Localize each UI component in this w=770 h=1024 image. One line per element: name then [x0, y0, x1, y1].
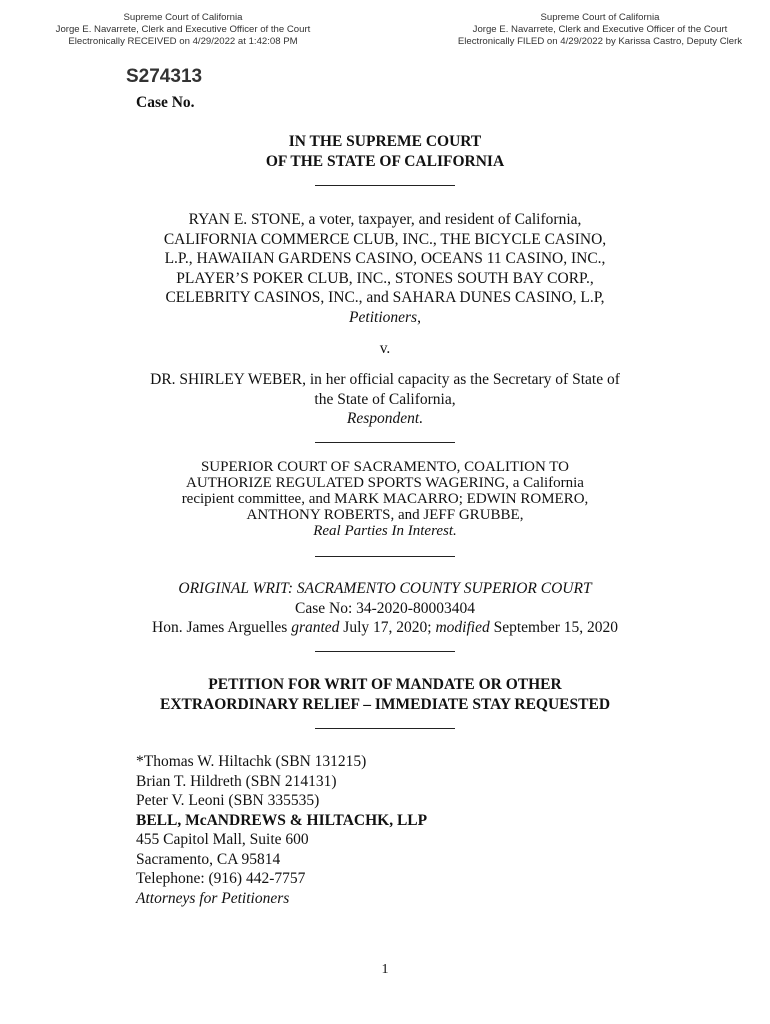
divider: [80, 442, 690, 443]
petitioners-role: Petitioners: [349, 308, 418, 326]
petition-title-line-1: PETITION FOR WRIT OF MANDATE OR OTHER: [208, 676, 562, 693]
court-line-1: IN THE SUPREME COURT: [288, 133, 482, 150]
petitioners-line: RYAN E. STONE, a voter, taxpayer, and resident of California,: [188, 211, 582, 228]
respondent-line-2: the State of California,: [314, 390, 456, 408]
petitioners-line: CELEBRITY CASINOS, INC., and SAHARA DUNES CASINO, L.P,: [165, 289, 605, 306]
petitioners-block: [80, 210, 690, 327]
case-label: Case No.: [136, 94, 195, 111]
petition-title: [80, 675, 690, 715]
divider: [80, 728, 690, 729]
received-stamp: [48, 12, 318, 48]
petitioners-role-suffix: ,: [417, 308, 421, 326]
case-number: S274313: [126, 66, 203, 87]
attorneys-block: [136, 752, 427, 908]
original-writ-title: ORIGINAL WRIT: SACRAMENTO COUNTY SUPERIOR COURT: [178, 580, 592, 597]
original-writ-judge-line: [80, 618, 690, 638]
divider: [80, 556, 690, 557]
respondent-role: Respondent.: [346, 410, 424, 427]
petitioners-line: PLAYER’S POKER CLUB, INC., STONES SOUTH BAY CORP.,: [176, 269, 594, 287]
petitioners-line: L.P., HAWAIIAN GARDENS CASINO, OCEANS 11 CASINO, INC.,: [164, 250, 606, 267]
real-parties-line: recipient committee, and MARK MACARRO; EDWIN ROMERO,: [181, 491, 589, 507]
filed-stamp: [450, 12, 750, 48]
real-parties-block: [80, 459, 690, 539]
court-line-2: OF THE STATE OF CALIFORNIA: [265, 153, 505, 170]
real-parties-line: AUTHORIZE REGULATED SPORTS WAGERING, a California: [186, 475, 584, 491]
granted-label: granted: [291, 619, 340, 636]
judge-name: Hon. James Arguelles: [152, 619, 292, 636]
attorney-name: Brian T. Hildreth (SBN 214131): [136, 772, 337, 790]
page-number: 1: [381, 962, 389, 977]
divider: [80, 185, 690, 186]
filed-stamp-court: Supreme Court of California: [540, 12, 660, 23]
real-parties-line: ANTHONY ROBERTS, and JEFF GRUBBE,: [246, 507, 524, 523]
real-parties-line: SUPERIOR COURT OF SACRAMENTO, COALITION TO: [200, 459, 570, 475]
filed-stamp-clerk: Jorge E. Navarrete, Clerk and Executive Officer of the Court: [472, 24, 728, 35]
attorney-name: *Thomas W. Hiltachk (SBN 131215): [136, 753, 367, 770]
modified-label: modified: [435, 619, 490, 636]
attorney-name: Peter V. Leoni (SBN 335535): [136, 792, 320, 809]
respondent-line-1: DR. SHIRLEY WEBER, in her official capacity as the Secretary of State of: [150, 371, 620, 388]
petitioners-line: CALIFORNIA COMMERCE CLUB, INC., THE BICYCLE CASINO,: [163, 230, 607, 248]
firm-address-1: 455 Capitol Mall, Suite 600: [136, 831, 309, 848]
real-parties-role: Real Parties In Interest.: [313, 523, 457, 539]
respondent-block: [80, 370, 690, 429]
attorneys-role: Attorneys for Petitioners: [136, 889, 290, 907]
original-writ-case-no: Case No: 34-2020-80003404: [295, 599, 475, 617]
versus: v.: [379, 340, 391, 357]
received-stamp-court: Supreme Court of California: [123, 12, 243, 23]
granted-date: July 17, 2020;: [339, 619, 436, 636]
firm-address-2: Sacramento, CA 95814: [136, 850, 281, 868]
law-firm: BELL, McANDREWS & HILTACHK, LLP: [136, 811, 428, 829]
filed-stamp-date: Electronically FILED on 4/29/2022 by Karissa Castro, Deputy Clerk: [457, 36, 743, 47]
firm-telephone: Telephone: (916) 442-7757: [136, 870, 306, 887]
original-writ-block: [80, 579, 690, 638]
received-stamp-clerk: Jorge E. Navarrete, Clerk and Executive Officer of the Court: [55, 24, 311, 35]
court-heading: [80, 132, 690, 172]
modified-date: September 15, 2020: [489, 619, 618, 636]
divider: [80, 651, 690, 652]
received-stamp-date: Electronically RECEIVED on 4/29/2022 at 1:42:08 PM: [68, 36, 298, 47]
petition-title-line-2: EXTRAORDINARY RELIEF – IMMEDIATE STAY REQUESTED: [159, 696, 611, 713]
